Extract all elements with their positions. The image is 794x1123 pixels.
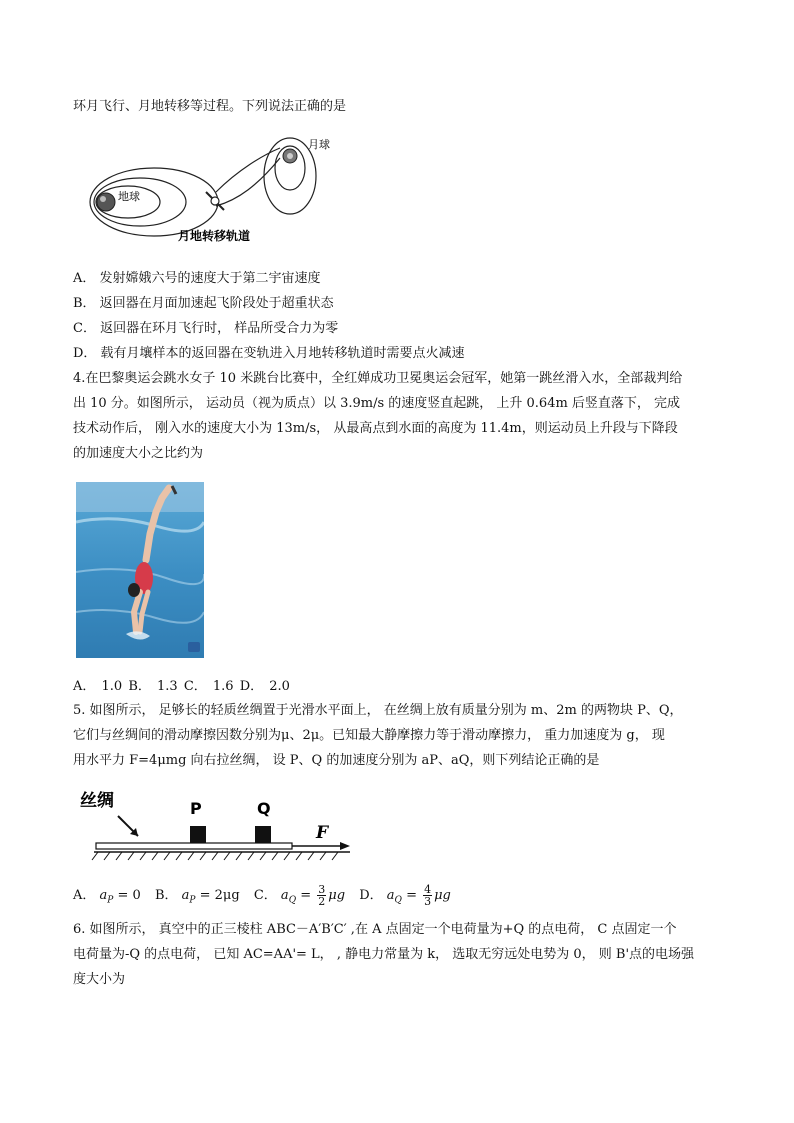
q4-choices: A． 1.0 B． 1.3 C． 1.6 D． 2.0: [73, 679, 290, 694]
q5-line-2: 它们与丝绸间的滑动摩擦因数分别为μ、2μ。已知最大静摩擦力等于滑动摩擦力， 重力加速度为 g， 现: [73, 728, 665, 743]
q5-choice-b: B． $a_P = 2\mu g$: [154, 888, 240, 906]
spacecraft-icon: [206, 192, 224, 210]
q3-option-d: D． 载有月壤样本的返回器在变轨进入月地转移轨道时需要点火减速: [73, 346, 465, 361]
orbit-figure: [88, 130, 348, 250]
block-q-label: Q: [257, 799, 271, 818]
force-label: F: [316, 823, 329, 843]
q6-line-1: 6. 如图所示， 真空中的正三棱柱 ABC－A′B′C′ ,在 A 点固定一个电荷量为+Q 的点电荷， C 点固定一个: [73, 922, 677, 937]
q5-choices: [73, 884, 461, 909]
q5-choice-c: C． $a_Q$ = $\frac{3}{2}$ μg: [253, 883, 346, 908]
q4-line-1: 4.在巴黎奥运会跳水女子 10 米跳台比赛中，全红婵成功卫冕奥运会冠军，她第一跳丝滑入水，全部裁判给: [73, 371, 683, 386]
q5-choice-d: D． $a_Q$ = $\frac{4}{3}$ μg: [359, 883, 451, 908]
q5-line-1: 5. 如图所示， 足够长的轻质丝绸置于光滑水平面上， 在丝绸上放有质量分别为 m、2m 的两物块 P、Q，: [73, 703, 683, 718]
silk-strip: [96, 843, 292, 849]
fraction-3-2: $\frac{3}{2}$: [318, 883, 326, 908]
earth-label: 地球: [118, 190, 140, 203]
q6-line-2: 电荷量为-Q 的点电荷， 已知 AC=AA'= L， , 静电力常量为 k， 选取无穷远处电势为 0， 则 B'点的电场强: [73, 947, 695, 962]
transfer-trajectory: [216, 148, 280, 192]
q4-line-3: 技术动作后， 刚入水的速度大小为 13m/s， 从最高点到水面的高度为 11.4m，则运动员上升段与下降段: [73, 421, 678, 436]
q3-option-a: A． 发射嫦娥六号的速度大于第二宇宙速度: [73, 271, 321, 286]
block-q: [255, 826, 271, 843]
diver-photo: [76, 482, 204, 658]
q3-option-b: B． 返回器在月面加速起飞阶段处于超重状态: [73, 296, 334, 311]
orbit-caption: 月地转移轨道: [178, 229, 251, 243]
q4-line-4: 的加速度大小之比约为: [73, 446, 204, 461]
earth-icon: [97, 193, 115, 211]
q4-line-2: 出 10 分。如图所示， 运动员（视为质点）以 3.9m/s 的速度竖直起跳， 上升 0.64m 后竖直落下， 完成: [73, 396, 681, 411]
q3-stem-tail: 环月飞行、月地转移等过程。下列说法正确的是: [73, 99, 347, 114]
q5-choice-a: A． $a_P = 0$: [73, 888, 141, 906]
block-p-label: P: [190, 799, 202, 818]
q5-line-3: 用水平力 F=4μmg 向右拉丝绸， 设 P、Q 的加速度分别为 aP、aQ，则下列结论正确的是: [73, 753, 600, 768]
silk-label: 丝绸: [80, 791, 114, 811]
q6-line-3: 度大小为: [73, 972, 126, 987]
q3-option-c: C． 返回器在环月飞行时， 样品所受合力为零: [73, 321, 339, 336]
block-p: [190, 826, 206, 843]
moon-label: 月球: [308, 138, 330, 151]
fraction-4-3: $\frac{4}{3}$: [424, 883, 432, 908]
silk-figure: [80, 788, 360, 864]
